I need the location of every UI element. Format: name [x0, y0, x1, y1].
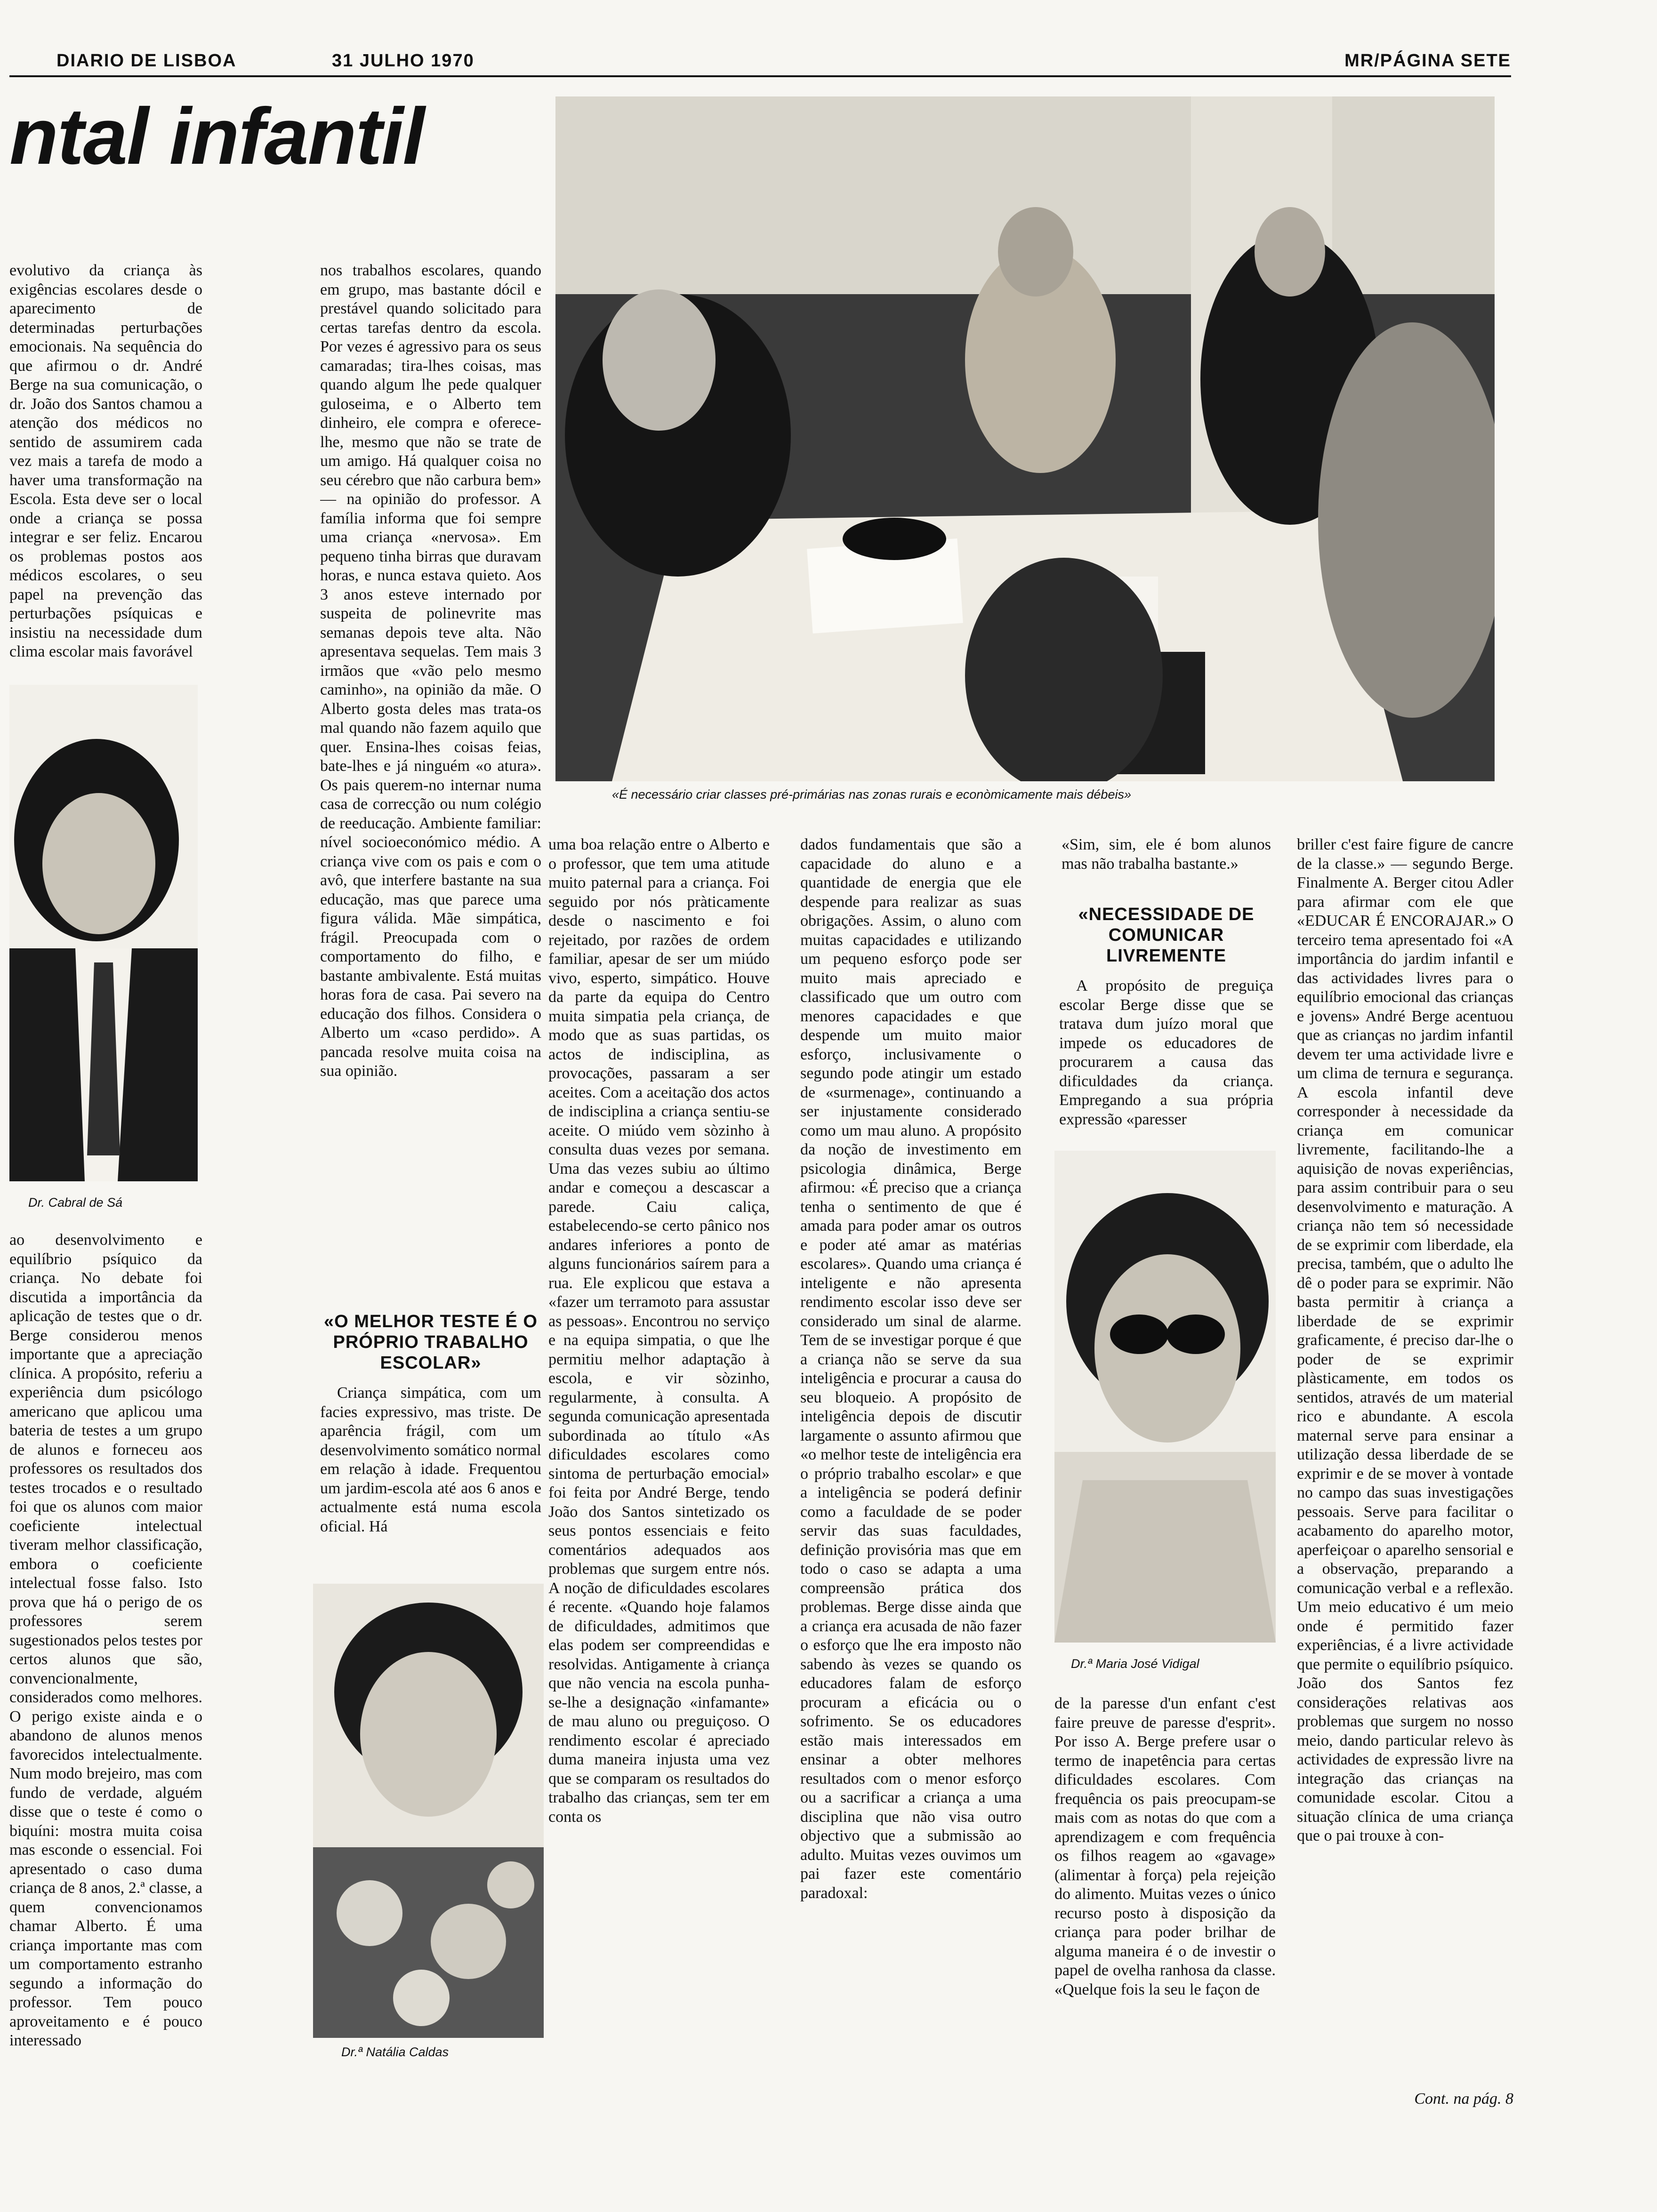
column-6: [1297, 835, 1513, 2083]
main-photo-caption: «É necessário criar classes pré-primárias nas zonas rurais e econòmicamente mais débeis»: [612, 787, 1131, 801]
column-4: [800, 835, 1022, 2120]
portrait-illustration: [313, 1584, 544, 2038]
column-5-bottom: [1054, 1694, 1276, 2120]
paragraph: dados fundamentais que são a capacidade do aluno e a quantidade de energia que ele despende para realizar as suas obrigações. Assim, o aluno com muitas capacidades e utilizando um pequeno esforço pode ser muito mais apreciado e classificado que um outro com menores capacidades e que despende um muito maior esforço, inclusivamente o segundo pode atingir um estado de «surmenage», continuando a ser injustamente considerado como um mau aluno. A propósito da noção de investimento em psicologia dinâmica, Berge afirmou: «É preciso que a criança tenha o sentimento de que é amada para poder amar os outros e poder até amar as matérias escolares». Quando uma criança é inteligente e não apresenta rendimento escolar isso deve ser considerado um sinal de alarme. Tem de se investigar porque é que a criança não se serve da sua inteligência e procurar a causa do seu bloqueio. A propósito de inteligência depois de discutir largamente o assunto afirmou que «o melhor teste de inteligência era o próprio trabalho escolar» e que a inteligência se poderá definir como a faculdade de se poder servir das suas faculdades, definição provisória mas que em todo o caso se adapta a uma compreensão prática dos problemas. Berge disse ainda que a criança era acusada de não fazer o esforço que lhe era imposto não sabendo às vezes se quando os educadores falam de esforço procuram a eficácia ou o sofrimento. Se os educadores estão mais interessados em ensinar a obter melhores resultados com o menor esforço ou a sacrificar a criança a uma disciplina que não visa outro objectivo que a submissão ao adulto. Muitas vezes ouvimos um pai fazer este comentário paradoxal:: [800, 836, 1022, 1902]
page-label: MR/PÁGINA SETE: [1344, 51, 1511, 71]
paragraph: uma boa relação entre o Alberto e o professor, que tem uma atitude muito paternal para a criança. Foi seguido por nós pràticamente desde o nascimento e foi rejeitado, por razões de ordem familiar, apesar de ser um miúdo vivo, esperto, simpático. Houve da parte da equipa do Centro muita simpatia pela criança, de modo que as suas partidas, os actos de indisciplina, as provocações, passaram a ser aceites. Com a aceitação dos actos de indisciplina a criança sentiu-se aceite. O miúdo vem sòzinho à consulta duas vezes por semana. Uma das vezes subiu ao último andar e começou a descascar a parede. Caiu caliça, estabelecendo-se certo pânico nos andares inferiores a ponto de alguns funcionários saírem para a rua. Ele explicou que estava a «fazer um terramoto para assustar as pessoas». Encontrou no serviço e na equipa simpatia, o que lhe permitiu melhor adaptação à escola, e vir sòzinho, regularmente, à consulta. A segunda comunicação apresentada subordinada ao título «As dificuldades escolares como sintoma de perturbação emocial» foi feita por André Berge, tendo João dos Santos sintetizado os seus pontos essenciais e feito comentários adequados aos problemas que surgem entre nós. A noção de dificuldades escolares é recente. «Quando hoje falamos de dificuldades, admitimos que elas podem ser compreendidas e resolvidas. Antigamente à criança que não vencia na escola punha-se-lhe a designação «infamante» de mau aluno ou preguiçoso. O rendimento escolar é apreciado duma maneira injusta uma vez que se comparam os resultados do trabalho das crianças, sem ter em conta os: [548, 836, 770, 1826]
column-2-middle: [320, 1308, 541, 1572]
header-rule: [9, 75, 1511, 77]
column-5-top: [1062, 835, 1271, 894]
newspaper-name: DIARIO DE LISBOA: [56, 51, 237, 71]
portrait-natalia-caldas: [313, 1584, 544, 2038]
meeting-photo-illustration: [555, 96, 1495, 781]
section-subhead: «O MELHOR TESTE É O PRÓPRIO TRABALHO ESCOLAR»: [324, 1312, 538, 1373]
paragraph: «Sim, sim, ele é bom alunos mas não trabalha bastante.»: [1062, 836, 1271, 873]
continuation-note: Cont. na pág. 8: [1414, 2090, 1513, 2108]
portrait-maria-jose-vidigal: [1054, 1151, 1276, 1643]
column-2-top: [320, 261, 541, 1306]
paragraph: ao desenvolvimento e equilíbrio psíquico da criança. No debate foi discutida a importância da aplicação de testes que o dr. Berge considerou menos importante que a apreciação clínica. A propósito, referiu a experiência dum psicólogo americano que aplicou uma bateria de testes a um grupo de alunos e forneceu aos professores os resultados dos testes trocados e o resultado foi que os alunos com maior coeficiente intelectual tiveram melhor classificação, embora o coeficiente intelectual fosse falso. Isto prova que há o perigo de os professores serem sugestionados pelos testes por certos alunos que são, convencionalmente, considerados como melhores. O perigo existe ainda e o abandono de alunos menos favorecidos intelectualmente. Num modo brejeiro, mas com fundo de verdade, alguém disse que o teste é como o biquíni: mostra muita coisa mas esconde o essencial. Foi apresentado o caso duma criança de 8 anos, 2.ª classe, a quem convencionamos chamar Alberto. É uma criança importante mas com um comportamento estranho segundo a informação do professor. Tem pouco aproveitamento e é pouco interessado: [9, 1231, 202, 2049]
paragraph: A propósito de preguiça escolar Berge disse que se tratava dum juízo moral que impede os educadores de procurarem a causa das dificuldades da criança. Empregando a sua própria expressão «paresser: [1059, 977, 1273, 1128]
issue-date: 31 JULHO 1970: [332, 51, 475, 71]
portrait-illustration: [9, 685, 198, 1181]
paragraph: Criança simpática, com um facies expressivo, mas triste. De aparência frágil, com um desenvolvimento somático normal em relação à idade. Frequentou um jardim-escola até aos 6 anos e actualmente está numa escola oficial. Há: [320, 1384, 541, 1535]
section-subhead: «NECESSIDADE DE COMUNICAR LIVREMENTE: [1078, 905, 1255, 966]
portrait-caption-natalia: Dr.ª Natália Caldas: [341, 2045, 449, 2059]
column-5-middle: [1059, 901, 1273, 1137]
paragraph: evolutivo da criança às exigências escolares desde o aparecimento de determinadas perturbações emocionais. Na sequência do que afirmou o dr. André Berge na sua comunicação, o dr. João dos Santos chamou a atenção dos médicos no sentido de assumirem cada vez mais a tarefa de modo a haver uma transformação na Escola. Esta deve ser o local onde a criança se possa integrar e ser feliz. Encarou os problemas postos aos médicos escolares, o seu papel na prevenção das perturbações psíquicas e insistiu na necessidade dum clima escolar mais favorável: [9, 262, 202, 660]
column-1-top: [9, 261, 202, 675]
paragraph: de la paresse d'un enfant c'est faire preuve de paresse d'esprit». Por isso A. Berge prefere usar o termo de inapetência para certas dificuldades escolares. Com frequência os pais preocupam-se mais com as notas do que com a aprendizagem e com frequência os filhos reagem ao «gavage» (alimentar à força) pela rejeição do alimento. Muitas vezes o único recurso posto à disposição da criança para poder brilhar de alguma maneira é o de investir o papel de ovelha ranhosa da classe. «Quelque fois la seu le façon de: [1054, 1695, 1276, 1998]
portrait-cabral-de-sa: [9, 685, 198, 1181]
portrait-caption-cabral: Dr. Cabral de Sá: [28, 1195, 123, 1210]
paragraph: nos trabalhos escolares, quando em grupo, mas bastante dócil e prestável quando solicitado para certas tarefas dentro da escola. Por vezes é agressivo para os seus camaradas; tira-lhes coisas, mas quando algum lhe pede qualquer guloseima, e o Alberto tem dinheiro, ele compra e oferece-lhe, mesmo que não se trate de um amigo. Há qualquer coisa no seu cérebro que não carbura bem» — na opinião do professor. A família informa que foi sempre uma criança «nervosa». Em pequeno tinha birras que duravam horas, e nunca estava quieto. Aos 3 anos esteve internado por suspeita de polinevrite mas semanas depois teve alta. Não apresentava sequelas. Tem mais 3 irmãos que «vão pelo mesmo caminho», na opinião da mãe. O Alberto gosta deles mas trata-os mal quando não fazem aquilo que quer. Ensina-lhes coisas feias, bate-lhes e já ninguém «o atura». Os pais querem-no internar numa casa de correcção ou num colégio de reeducação. Ambiente familiar: nível socioeconómico médio. A criança vive com os pais e com o avô, que interfere bastante na sua educação, mas que parece uma figura válida. Mãe simpática, frágil. Preocupada com o comportamento do filho, e bastante ambivalente. Está muitas horas fora de casa. Pai severo na educação dos filhos. Considera o Alberto um «caso perdido». A pancada resolve muita coisa na sua opinião.: [320, 262, 541, 1080]
paragraph: briller c'est faire figure de cancre de la classe.» — segundo Berge. Finalmente A. Berger citou Adler para afirmar com ele que «EDUCAR É ENCORAJAR.» O terceiro tema apresentado foi «A importância do jardim infantil e das actividades livres para o equilíbrio emocional das crianças e jovens» André Berge acentuou que as crianças no jardim infantil devem ter uma actividade livre e um clima de ternura e segurança. A escola infantil deve corresponder à necessidade da criança em comunicar livremente, facilitando-lhe a aquisição de novas experiências, para assim contribuir para o seu desenvolvimento e maturação. A criança não tem só necessidade de se exprimir com liberdade, ela precisa, também, que o adulto lhe dê o poder para se exprimir. Não basta permitir à criança a liberdade de se exprimir graficamente, é preciso dar-lhe o poder de se exprimir plàsticamente, em todos os sentidos, através de um material rico e abundante. A escola maternal serve para ensinar a utilização dessa liberdade de se exprimir e de se mover à vontade no campo das suas investigações pessoais. Serve para facilitar o acabamento do aparelho motor, aperfeiçoar o aparelho sensorial e a observação, preparando a comunicação verbal e a reflexão. Um meio educativo é um meio onde é permitido fazer experiências, é a livre actividade que permite o equilíbrio psíquico. João dos Santos fez considerações relativas aos problemas que surgem no nosso meio, dando particular relevo às actividades de expressão livre na integração das crianças na comunidade escolar. Citou a situação clínica de uma criança que o pai trouxe à con-: [1297, 836, 1513, 1844]
portrait-caption-maria: Dr.ª Maria José Vidigal: [1071, 1657, 1199, 1671]
headline: ntal infantil: [9, 92, 424, 181]
column-3: [548, 835, 770, 2120]
main-photo: [555, 96, 1495, 781]
column-1-bottom: [9, 1231, 202, 2198]
portrait-illustration: [1054, 1151, 1276, 1643]
